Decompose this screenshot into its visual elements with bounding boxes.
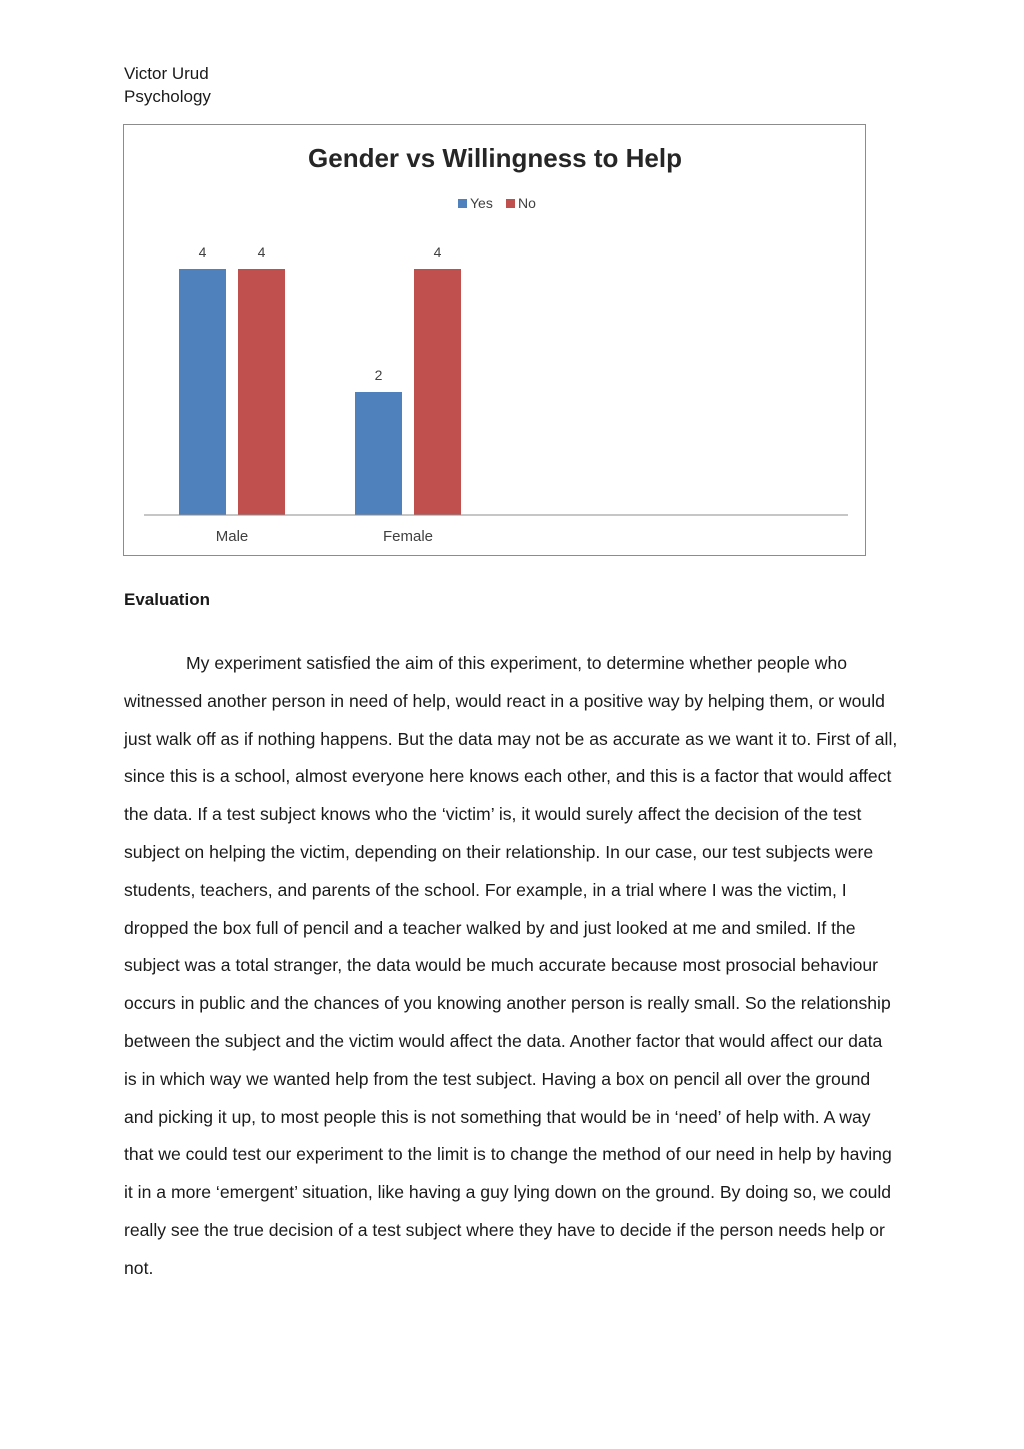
document-header	[124, 62, 211, 108]
data-label-female-no: 4	[433, 244, 442, 260]
legend-swatch-no	[506, 199, 515, 208]
bar-male-no	[238, 269, 285, 515]
data-label-male-no: 4	[257, 244, 266, 260]
data-label-male-yes: 4	[198, 244, 207, 260]
chart-title: Gender vs Willingness to Help	[308, 143, 682, 173]
evaluation-paragraph: My experiment satisfied the aim of this experiment, to determine whether people who witnessed another person in need of help, would react in a positive way by helping them, or would just walk off as if nothing happens. But the data may not be as accurate as we want it to. First of all, since this is a school, almost everyone here knows each other, and this is a factor that would affect the data. If a test subject knows who the ‘victim’ is, it would surely affect the decision of the test subject on helping the victim, depending on their relationship. In our case, our test subjects were students, teachers, and parents of the school. For example, in a trial where I was the victim, I dropped the box full of pencil and a teacher walked by and just looked at me and smiled. If the subject was a total stranger, the data would be much accurate because most prosocial behaviour occurs in public and the chances of you knowing another person is really small. So the relationship between the subject and the victim would affect the data. Another factor that would affect our data is in which way we wanted help from the test subject. Having a box on pencil all over the ground and picking it up, to most people this is not something that would be in ‘need’ of help with. A way that we could test our experiment to the limit is to change the method of our need in help by having it in a more ‘emergent’ situation, like having a guy lying down on the ground. By doing so, we could really see the true decision of a test subject where they have to decide if the person needs help or not.	[124, 653, 898, 1278]
data-label-female-yes: 2	[374, 367, 383, 383]
bar-chart	[123, 124, 866, 556]
legend-swatch-yes	[458, 199, 467, 208]
legend-label-no: No	[518, 195, 536, 211]
legend-label-yes: Yes	[470, 195, 493, 211]
bar-female-yes	[355, 392, 402, 515]
chart-legend	[458, 195, 536, 211]
x-tick-label-male: Male	[215, 528, 249, 545]
bar-female-no	[414, 269, 461, 515]
chart-bars	[179, 244, 461, 515]
bar-male-yes	[179, 269, 226, 515]
x-tick-label-female: Female	[382, 528, 434, 545]
chart-svg	[124, 125, 867, 557]
subject-name: Psychology	[124, 87, 211, 106]
section-heading: Evaluation	[124, 590, 210, 609]
author-name: Victor Urud	[124, 64, 209, 83]
x-axis-labels	[216, 528, 433, 545]
